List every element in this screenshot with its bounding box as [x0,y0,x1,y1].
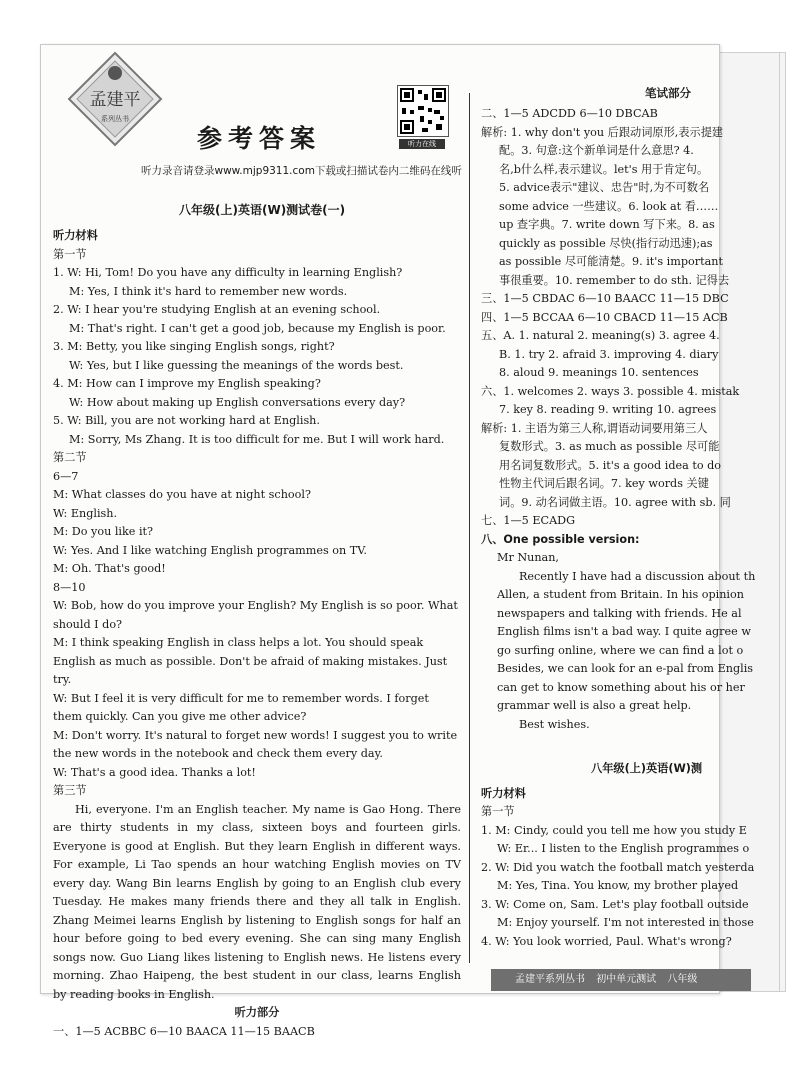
dialogue-line: W: But I feel it is very difficult for me to remember words. I forget them quickly. Can you give me other advice? [53,691,429,723]
dialogue-line: W: Bob, how do you improve your English? My English is so poor. What should I do? [53,599,458,631]
left-column [53,227,461,1041]
letter-line: Mr Nunan, [497,551,559,564]
letter-line: can get to know something about his or her [497,680,745,694]
audio-note: 听力录音请登录www.mjp9311.com下载或扫描试卷内二维码在线听 [141,165,462,177]
dialogue-line: M: Do you like it? [53,525,154,538]
answer-line: 四、1—5 BCCAA 6—10 CBACD 11—15 ACB [481,310,728,324]
answer-line: 三、1—5 CBDAC 6—10 BAACC 11—15 DBC [481,292,729,305]
section-heading: 第一节 [53,247,87,261]
question-range: 8—10 [53,580,86,594]
explanation-line: 事很重要。10. remember to do sth. 记得去 [499,273,730,287]
section-heading: 第二节 [53,451,87,464]
dialogue-line: W: How about making up English conversations every day? [69,395,406,409]
dialogue-line: W: That's a good idea. Thanks a lot! [53,765,256,779]
dialogue-line: 2. W: Did you watch the football match yesterda [481,860,755,874]
qr-caption: 听力在线 [399,139,445,149]
test2-title: 八年级(上)英语(W)测 [591,762,703,775]
dialogue-line: 4. M: How can I improve my English speaking? [53,377,321,390]
dialogue-line: M: Oh. That's good! [53,562,166,575]
footer-series: 孟建平系列丛书 [515,974,585,985]
explanation-line: quickly as possible 尽快(指行动迅速);as [499,236,713,250]
letter-line: English films isn't a bad way. I quite agree w [497,625,751,638]
footer-grade: 八年级 [667,974,698,985]
explanation-line: some advice 一些建议。6. look at 看…… [499,199,719,213]
brand-sub: 系列丛书 [101,115,129,123]
explanation-line: 5. advice表示"建议、忠告"时,为不可数名 [499,181,710,194]
explanation-line: 词。9. 动名词做主语。10. agree with sb. 同 [499,495,731,509]
answer-line: 二、1—5 ADCDD 6—10 DBCAB [481,107,658,120]
page-title: 参考答案 [197,124,322,153]
dialogue-line: 4. W: You look worried, Paul. What's wrong? [481,934,732,948]
brand-name: 孟建平 [89,90,141,110]
answer-line: 7. key 8. reading 9. writing 10. agrees [499,403,717,416]
right-column [481,105,756,951]
listening-part-heading: 听力部分 [234,1006,280,1019]
page-footer [491,969,751,991]
dialogue-line: 1. M: Cindy, could you tell me how you study E [481,823,747,837]
explanation-line: 配。3. 句意:这个新单词是什么意思? 4. [499,144,694,157]
footer-book: 初中单元测试 [596,974,657,985]
answer-line: B. 1. try 2. afraid 3. improving 4. diary [499,347,719,361]
answer-line: 一、1—5 ACBBC 6—10 BAACA 11—15 BAACB [53,1024,315,1038]
answer-page [40,44,756,1038]
dialogue-line: 2. W: I hear you're studying English at an evening school. [53,303,381,316]
answer-line: 七、1—5 ECADG [481,514,576,527]
dialogue-line: M: Yes, I think it's hard to remember new words. [69,284,348,298]
answer-line: 五、A. 1. natural 2. meaning(s) 3. agree 4. [481,329,720,342]
dialogue-line: 3. W: Come on, Sam. Let's play football outside [481,897,749,911]
brand-logo [67,51,163,147]
answer-line: 六、1. welcomes 2. ways 3. possible 4. mistak [481,384,740,398]
dialogue-line: 1. W: Hi, Tom! Do you have any difficulty in learning English? [53,266,403,279]
explanation-line: 解析: 1. 主语为第三人称,谓语动词要用第三人 [481,421,708,435]
dialogue-line: M: Don't worry. It's natural to forget new words! I suggest you to write the new words in the notebook and check them every day. [53,728,458,760]
explanation-line: as possible 尽可能清楚。9. it's important [499,255,723,268]
dialogue-line: M: Yes, Tina. You know, my brother played [497,879,739,892]
listening-material-heading: 听力材料 [53,229,98,242]
explanation-line: 用名词复数形式。5. it's a good idea to do [499,458,722,472]
letter-line: grammar well is also a great help. [497,699,692,712]
listening-material-heading: 听力材料 [481,786,526,800]
dialogue-line: 3. M: Betty, you like singing English songs, right? [53,340,335,353]
question-range: 6—7 [53,469,79,483]
written-part-heading: 笔试部分 [645,86,691,100]
writing-heading: 八、One possible version: [481,532,640,546]
test-title: 八年级(上)英语(W)测试卷(一) [179,203,346,217]
dialogue-line: W: Er... I listen to the English programmes o [497,842,750,855]
explanation-line: 复数形式。3. as much as possible 尽可能 [499,440,720,453]
section-heading: 第三节 [53,784,87,797]
letter-line: Recently I have had a discussion about th [519,569,756,583]
explanation-line: up 查字典。7. write down 写下来。8. as [499,218,715,231]
dialogue-line: W: Yes, but I like guessing the meanings of the words best. [69,358,404,372]
dialogue-line: M: What classes do you have at night school? [53,488,311,501]
explanation-line: 解析: 1. why don't you 后跟动词原形,表示提建 [481,125,724,139]
explanation-line: 性物主代词后跟名词。7. key words 关键 [499,477,709,490]
explanation-line: 名,b什么样,表示建议。let's 用于肯定句。 [499,162,709,176]
letter-line: go surfing online, where we can find a lot o [497,643,744,657]
dialogue-line: M: I think speaking English in class helps a lot. You should speak English as much as possible. Don't be afraid of making mistakes. Just try. [53,636,448,686]
dialogue-line: W: English. [53,506,118,520]
letter-line: Allen, a student from Britain. In his opinion [497,588,744,601]
letter-line: Besides, we can look for an e-pal from Englis [497,662,754,675]
dialogue-line: M: Sorry, Ms Zhang. It is too difficult for me. But I will work hard. [69,432,445,446]
dialogue-line: W: Yes. And I like watching English programmes on TV. [53,543,367,557]
letter-line: Best wishes. [519,717,590,731]
dialogue-line: M: Enjoy yourself. I'm not interested in those [497,916,754,929]
letter-line: newspapers and talking with friends. He al [497,606,742,620]
passage-text: Hi, everyone. I'm an English teacher. My name is Gao Hong. There are thirty students in my class, sixteen boys and fourteen girls. Everyone is good at English. But they learn English in different ways. For example, Li Tao spends an hour watching English movies on TV every day. Wang Bin learns English by going to an English club every Tuesday. He makes many friends there and they all talk in English. Zhang Meimei learns English by listening to English songs for half an hour before going to bed every evening. She can sing many English songs now. Guo Liang likes listening to English news. He listens every morning. Zhao Haipeng, the best student in our class, learns English by reading books in English. [53,802,461,1001]
column-divider [469,93,470,963]
dialogue-line: 5. W: Bill, you are not working hard at English. [53,414,320,427]
section-heading: 第一节 [481,805,515,818]
answer-line: 8. aloud 9. meanings 10. sentences [499,366,699,379]
dialogue-line: M: That's right. I can't get a good job, because my English is poor. [69,321,446,335]
qr-code[interactable] [397,85,449,137]
